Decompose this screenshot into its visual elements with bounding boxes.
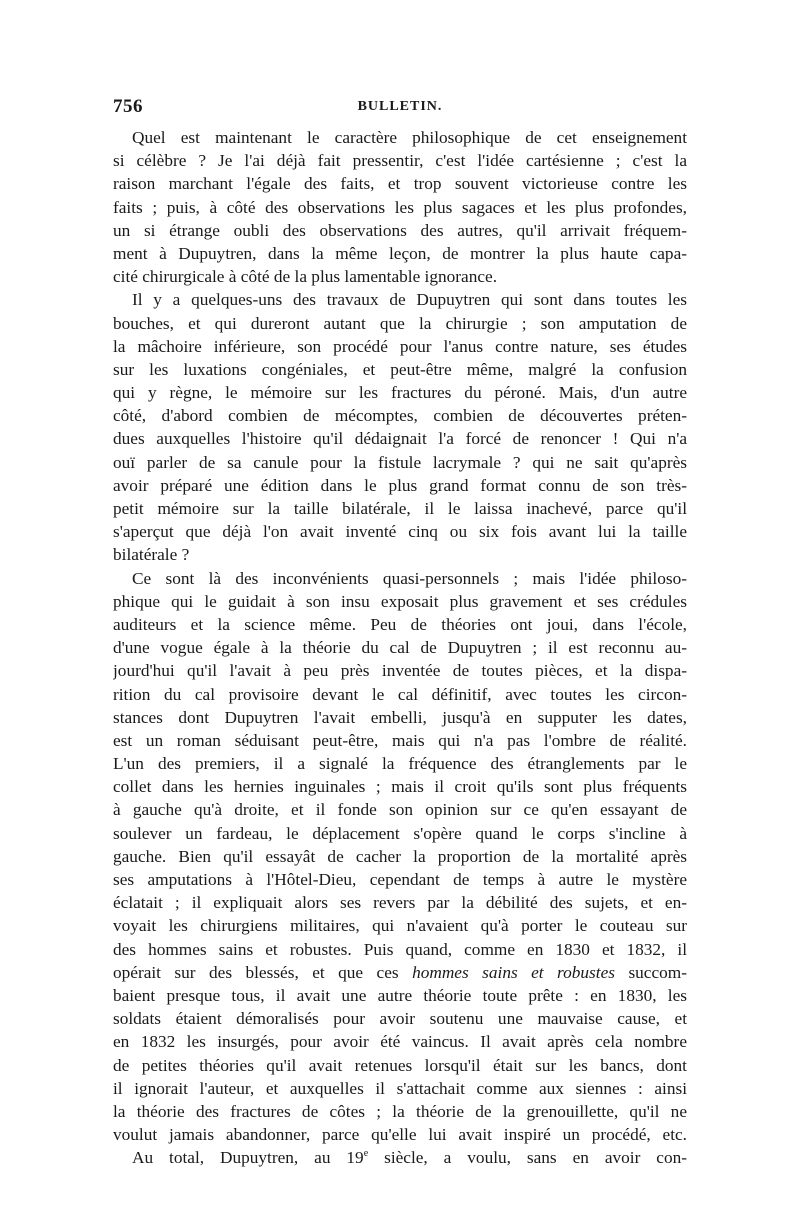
text-line: qui y règne, le mémoire sur les fractures du péroné. Mais, d'un autre xyxy=(113,383,687,403)
text-run: succom- xyxy=(628,962,687,982)
text-run: opérait sur des blessés, et que ces xyxy=(113,962,399,982)
text-line: sur les luxations congéniales, et peut-être même, malgré la confusion xyxy=(113,359,687,379)
page-header xyxy=(113,96,687,126)
text-line: stances dont Dupuytren l'avait embelli, jusqu'à en supputer les dates, xyxy=(113,707,687,727)
text-line: s'aperçut que déjà l'on avait inventé cinq ou six fois avant lui la taille xyxy=(113,522,687,542)
running-head: BULLETIN. xyxy=(357,99,443,114)
text-run: siècle, a voulu, sans en avoir con- xyxy=(384,1148,687,1168)
text-line: est un roman séduisant peut-être, mais qui n'a pas l'ombre de réalité. xyxy=(113,730,687,750)
text-line: raison marchant l'égale des faits, et trop souvent victorieuse contre les xyxy=(113,174,687,194)
text-line: L'un des premiers, il a signalé la fréquence des étranglements par le xyxy=(113,754,687,774)
text-line: ses amputations à l'Hôtel-Dieu, cependant de temps à autre le mystère xyxy=(113,870,687,889)
text-line: baient presque tous, il avait une autre théorie toute prête : en 1830, les xyxy=(113,985,687,1005)
text-line: petit mémoire sur la taille bilatérale, il le laissa inachevé, parce qu'il xyxy=(113,499,687,518)
text-line: auditeurs et la science même. Peu de théories ont joui, dans l'école, xyxy=(113,614,687,634)
text-line: si célèbre ? Je l'ai déjà fait pressentir, c'est l'idée cartésienne ; c'est la xyxy=(113,151,687,171)
text-line: en 1832 les insurgés, pour avoir été vaincus. Il avait après cela nombre xyxy=(113,1032,687,1052)
text-line: Quel est maintenant le caractère philosophique de cet enseignement xyxy=(132,128,687,147)
text-line: rition du cal provisoire devant le cal définitif, avec toutes les circon- xyxy=(113,684,687,704)
text-line: dues auxquelles l'histoire qu'il dédaignait l'a forcé de renoncer ! Qui n'a xyxy=(113,429,687,449)
text-line: jourd'hui qu'il l'avait à peu près inventée de toutes pièces, et la dispa- xyxy=(113,661,687,681)
text-line xyxy=(113,1146,687,1169)
text-line xyxy=(113,961,687,984)
text-line: de petites théories qu'il avait retenues lorsqu'il était sur les bancs, dont xyxy=(113,1055,687,1075)
text-line: à gauche qu'à droite, et il fonde son opinion sur ce qu'en essayant de xyxy=(113,800,687,820)
text-line: ment à Dupuytren, dans la même leçon, de montrer la plus haute capa- xyxy=(113,243,687,263)
text-line: gauche. Bien qu'il essayât de cacher la proportion de la mortalité après xyxy=(113,846,687,866)
text-line: la théorie des fractures de côtes ; la théorie de la grenouillette, qu'il ne xyxy=(113,1101,687,1121)
text-line: collet dans les hernies inguinales ; mais il croit qu'ils sont plus fréquents xyxy=(113,777,687,797)
text-line: bouches, et qui dureront autant que la chirurgie ; son amputation de xyxy=(113,313,687,333)
text-line: soulever un fardeau, le déplacement s'opère quand le corps s'incline à xyxy=(113,823,687,843)
text-line: la mâchoire inférieure, son procédé pour l'anus contre nature, ses études xyxy=(113,336,687,356)
text-run: Au total, Dupuytren, au 19 xyxy=(132,1148,364,1168)
italic-phrase: hommes sains et robustes xyxy=(412,962,615,982)
text-line: avoir préparé une édition dans le plus grand format connu de son très- xyxy=(113,475,687,495)
text-line: côté, d'abord combien de mécomptes, combien de découvertes préten- xyxy=(113,406,687,426)
text-line: bilatérale ? xyxy=(113,545,190,565)
text-line: phique qui le guidait à son insu exposait plus gravement et ses crédules xyxy=(113,591,687,611)
text-line: éclatait ; il expliquait alors ses revers par la débilité des sujets, et en- xyxy=(113,893,687,913)
text-line: Il y a quelques-uns des travaux de Dupuytren qui sont dans toutes les xyxy=(132,290,687,310)
text-line: faits ; puis, à côté des observations les plus sagaces et les plus profondes, xyxy=(113,197,687,217)
text-line: voulut jamais abandonner, parce qu'elle lui avait inspiré un procédé, etc. xyxy=(113,1125,687,1145)
text-line: soldats étaient démoralisés pour avoir soutenu une mauvaise cause, et xyxy=(113,1009,687,1029)
text-line: voyait les chirurgiens militaires, qui n'avaient qu'à porter le couteau sur xyxy=(113,916,687,936)
body-text xyxy=(113,126,687,1169)
text-line: il ignorait l'auteur, et auxquelles il s'attachait comme aux siennes : ainsi xyxy=(113,1078,687,1098)
book-page xyxy=(113,96,687,1169)
text-line: d'une vogue égale à la théorie du cal de Dupuytren ; il est reconnu au- xyxy=(113,638,687,658)
text-line: cité chirurgicale à côté de la plus lamentable ignorance. xyxy=(113,267,498,287)
text-line: ouï parler de sa canule pour la fistule lacrymale ? qui ne sait qu'après xyxy=(113,452,687,472)
text-line: un si étrange oubli des observations des autres, qu'il arrivait fréquem- xyxy=(113,220,687,240)
superscript: e xyxy=(363,1148,369,1160)
text-line: des hommes sains et robustes. Puis quand, comme en 1830 et 1832, il xyxy=(113,939,687,959)
text-line: Ce sont là des inconvénients quasi-personnels ; mais l'idée philoso- xyxy=(132,568,687,588)
page-number: 756 xyxy=(113,96,143,117)
